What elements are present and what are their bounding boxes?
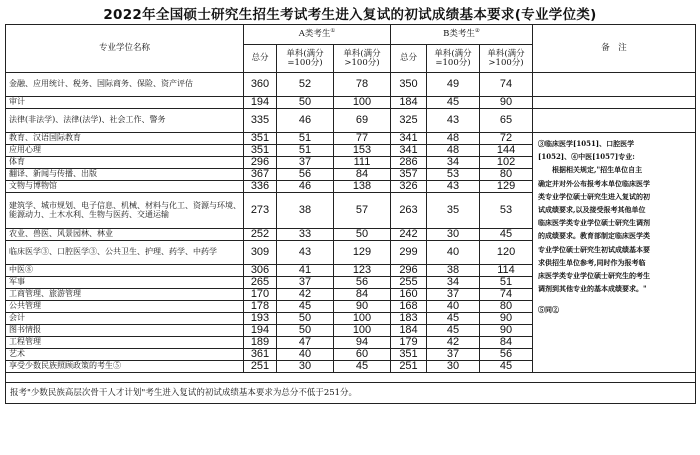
a-subgt100-header: 单科(满分 >100分) <box>334 45 391 73</box>
a-subgt100: 57 <box>334 193 391 229</box>
a-sub100: 52 <box>277 73 334 97</box>
b-total: 286 <box>391 157 427 169</box>
b-sub100: 40 <box>427 241 480 265</box>
b-sub100: 48 <box>427 145 480 157</box>
b-subgt100: 80 <box>480 301 533 313</box>
b-total: 299 <box>391 241 427 265</box>
b-subgt100: 90 <box>480 325 533 337</box>
b-total: 357 <box>391 169 427 181</box>
b-total: 351 <box>391 349 427 361</box>
b-total: 326 <box>391 181 427 193</box>
major-name: 建筑学、城市规划、电子信息、机械、材料与化工、资源与环境、能源动力、土木水利、生物与医药、交通运输 <box>6 193 244 229</box>
major-name: 临床医学③、口腔医学③、公共卫生、护理、药学、中药学 <box>6 241 244 265</box>
b-total: 296 <box>391 265 427 277</box>
b-subgt100: 129 <box>480 181 533 193</box>
table-row <box>6 73 696 97</box>
a-sub100: 56 <box>277 169 334 181</box>
a-sub100: 50 <box>277 325 334 337</box>
a-sub100-header: 单科(满分 =100分) <box>277 45 334 73</box>
a-sub100: 40 <box>277 349 334 361</box>
remarks-line: 的成绩要求。教育部制定临床医学类 <box>538 231 651 241</box>
b-sub100: 43 <box>427 109 480 133</box>
major-header: 专业学位名称 <box>6 25 244 73</box>
b-subgt100: 51 <box>480 277 533 289</box>
a-total-header: 总分 <box>244 45 277 73</box>
a-total: 194 <box>244 97 277 109</box>
b-sub100: 40 <box>427 301 480 313</box>
score-table-container <box>5 24 695 404</box>
b-subgt100: 72 <box>480 133 533 145</box>
a-sub100: 41 <box>277 265 334 277</box>
a-subgt100: 84 <box>334 169 391 181</box>
a-sub100: 45 <box>277 301 334 313</box>
b-total: 341 <box>391 145 427 157</box>
b-sub100: 35 <box>427 193 480 229</box>
a-subgt100: 100 <box>334 325 391 337</box>
a-subgt100: 60 <box>334 349 391 361</box>
b-subgt100: 90 <box>480 313 533 325</box>
a-sub100: 47 <box>277 337 334 349</box>
a-subgt100: 78 <box>334 73 391 97</box>
a-sub100: 42 <box>277 289 334 301</box>
a-total: 273 <box>244 193 277 229</box>
a-sub100: 46 <box>277 181 334 193</box>
major-name: 文物与博物馆 <box>6 181 244 193</box>
a-total: 251 <box>244 361 277 373</box>
b-sub100: 45 <box>427 313 480 325</box>
a-subgt100: 153 <box>334 145 391 157</box>
a-total: 194 <box>244 325 277 337</box>
score-table <box>5 24 696 404</box>
a-group-header: A类考生① <box>244 25 391 45</box>
remarks-line: ③临床医学[1051]、口腔医学 <box>538 139 635 148</box>
b-subgt100: 84 <box>480 337 533 349</box>
a-total: 189 <box>244 337 277 349</box>
b-sub100: 37 <box>427 349 480 361</box>
a-total: 367 <box>244 169 277 181</box>
major-name: 应用心理 <box>6 145 244 157</box>
major-name: 军事 <box>6 277 244 289</box>
a-total: 296 <box>244 157 277 169</box>
b-sub100: 30 <box>427 229 480 241</box>
a-subgt100: 84 <box>334 289 391 301</box>
a-total: 351 <box>244 145 277 157</box>
b-subgt100: 74 <box>480 73 533 97</box>
a-subgt100: 45 <box>334 361 391 373</box>
a-sub100: 51 <box>277 145 334 157</box>
b-sub100: 34 <box>427 157 480 169</box>
page-title: 2022年全国硕士研究生招生考试考生进入复试的初试成绩基本要求(专业学位类) <box>103 7 597 23</box>
a-total: 336 <box>244 181 277 193</box>
remarks-line: 调剂到其他专业的基本成绩要求。" <box>538 284 647 294</box>
a-subgt100: 111 <box>334 157 391 169</box>
remarks-line: 根据相关规定,"招生单位自主 <box>552 165 643 175</box>
a-subgt100: 100 <box>334 313 391 325</box>
major-name: 艺术 <box>6 349 244 361</box>
b-subgt100: 74 <box>480 289 533 301</box>
b-subgt100: 45 <box>480 229 533 241</box>
b-total: 183 <box>391 313 427 325</box>
a-total: 335 <box>244 109 277 133</box>
a-total: 265 <box>244 277 277 289</box>
b-sub100: 48 <box>427 133 480 145</box>
b-total: 325 <box>391 109 427 133</box>
b-sub100: 45 <box>427 97 480 109</box>
b-sub100: 49 <box>427 73 480 97</box>
a-sub100: 33 <box>277 229 334 241</box>
a-subgt100: 50 <box>334 229 391 241</box>
major-name: 体育 <box>6 157 244 169</box>
a-total: 351 <box>244 133 277 145</box>
b-subgt100: 102 <box>480 157 533 169</box>
b-group-header: B类考生② <box>391 25 533 45</box>
a-total: 193 <box>244 313 277 325</box>
a-sub100: 50 <box>277 97 334 109</box>
b-subgt100: 53 <box>480 193 533 229</box>
major-name: 法律(非法学)、法律(法学)、社会工作、警务 <box>6 109 244 133</box>
b-subgt100: 114 <box>480 265 533 277</box>
a-subgt100: 100 <box>334 97 391 109</box>
b-total: 341 <box>391 133 427 145</box>
table-row <box>6 109 696 133</box>
a-subgt100: 123 <box>334 265 391 277</box>
b-total: 184 <box>391 97 427 109</box>
a-total: 170 <box>244 289 277 301</box>
major-name: 金融、应用统计、税务、国际商务、保险、资产评估 <box>6 73 244 97</box>
remarks-cell <box>533 133 696 373</box>
a-sub100: 37 <box>277 157 334 169</box>
major-name: 农业、兽医、风景园林、林业 <box>6 229 244 241</box>
major-name: 中医⑧ <box>6 265 244 277</box>
a-total: 360 <box>244 73 277 97</box>
b-sub100: 37 <box>427 289 480 301</box>
b-sub100: 38 <box>427 265 480 277</box>
major-name: 会计 <box>6 313 244 325</box>
b-subgt100: 90 <box>480 97 533 109</box>
b-total: 184 <box>391 325 427 337</box>
b-total-header: 总分 <box>391 45 427 73</box>
a-sub100: 46 <box>277 109 334 133</box>
a-total: 309 <box>244 241 277 265</box>
b-subgt100: 144 <box>480 145 533 157</box>
a-sub100: 51 <box>277 133 334 145</box>
major-name: 工商管理、旅游管理 <box>6 289 244 301</box>
b-subgt100: 80 <box>480 169 533 181</box>
b-total: 160 <box>391 289 427 301</box>
a-subgt100: 94 <box>334 337 391 349</box>
table-row <box>6 97 696 109</box>
b-subgt100: 120 <box>480 241 533 265</box>
a-sub100: 50 <box>277 313 334 325</box>
footnote-row <box>6 383 696 404</box>
a-sub100: 30 <box>277 361 334 373</box>
a-subgt100: 90 <box>334 301 391 313</box>
remarks-line: 床医学类专业学位硕士研究生的考生 <box>538 271 651 281</box>
b-subgt100: 65 <box>480 109 533 133</box>
remarks-spacer <box>533 109 696 133</box>
b-total: 350 <box>391 73 427 97</box>
major-name: 翻译、新闻与传播、出版 <box>6 169 244 181</box>
a-subgt100: 138 <box>334 181 391 193</box>
remarks-line: 专业学位硕士研究生初试成绩基本要 <box>538 244 651 254</box>
b-subgt100-header: 单科(满分 >100分) <box>480 45 533 73</box>
b-subgt100: 56 <box>480 349 533 361</box>
major-name: 公共管理 <box>6 301 244 313</box>
remarks-header: 备 注 <box>533 25 696 73</box>
remarks-spacer <box>533 97 696 109</box>
table-row <box>6 133 696 145</box>
a-subgt100: 56 <box>334 277 391 289</box>
table-spacer-row <box>6 373 696 383</box>
a-total: 252 <box>244 229 277 241</box>
b-total: 242 <box>391 229 427 241</box>
a-total: 361 <box>244 349 277 361</box>
spacer-cell <box>6 373 696 383</box>
score-table-body <box>6 73 696 404</box>
remarks-line: 求供招生单位参考,同时作为报考临 <box>538 257 646 267</box>
b-sub100: 43 <box>427 181 480 193</box>
a-sub100: 37 <box>277 277 334 289</box>
b-total: 168 <box>391 301 427 313</box>
remarks-line: [1052]、④中医[1057]专业: <box>538 152 635 162</box>
b-total: 251 <box>391 361 427 373</box>
header-row-1 <box>6 25 696 45</box>
a-sub100: 38 <box>277 193 334 229</box>
major-name: 教育、汉语国际教育 <box>6 133 244 145</box>
b-sub100-header: 单科(满分 =100分) <box>427 45 480 73</box>
b-sub100: 34 <box>427 277 480 289</box>
footnote: 报考"少数民族高层次骨干人才计划"考生进入复试的初试成绩基本要求为总分不低于251分。 <box>6 383 696 404</box>
a-total: 306 <box>244 265 277 277</box>
a-subgt100: 129 <box>334 241 391 265</box>
remarks-line: 类专业学位硕士研究生进入复试的初 <box>538 191 651 201</box>
remarks-line: 试成绩要求,以及接受报考其他单位 <box>538 205 646 215</box>
remarks-spacer <box>533 73 696 97</box>
b-total: 255 <box>391 277 427 289</box>
major-name: 图书情报 <box>6 325 244 337</box>
major-name: 审计 <box>6 97 244 109</box>
remarks-line: ⑤同② <box>538 305 560 315</box>
b-total: 179 <box>391 337 427 349</box>
a-subgt100: 69 <box>334 109 391 133</box>
b-sub100: 53 <box>427 169 480 181</box>
b-total: 263 <box>391 193 427 229</box>
major-name: 工程管理 <box>6 337 244 349</box>
a-sub100: 43 <box>277 241 334 265</box>
b-sub100: 45 <box>427 325 480 337</box>
major-name: 享受少数民族照顾政策的考生⑤ <box>6 361 244 373</box>
remarks-line: 临床医学类专业学位硕士研究生调剂 <box>538 218 651 228</box>
b-sub100: 42 <box>427 337 480 349</box>
a-total: 178 <box>244 301 277 313</box>
remarks-line: 确定并对外公布报考本单位临床医学 <box>538 178 651 188</box>
b-sub100: 30 <box>427 361 480 373</box>
a-subgt100: 77 <box>334 133 391 145</box>
b-subgt100: 45 <box>480 361 533 373</box>
